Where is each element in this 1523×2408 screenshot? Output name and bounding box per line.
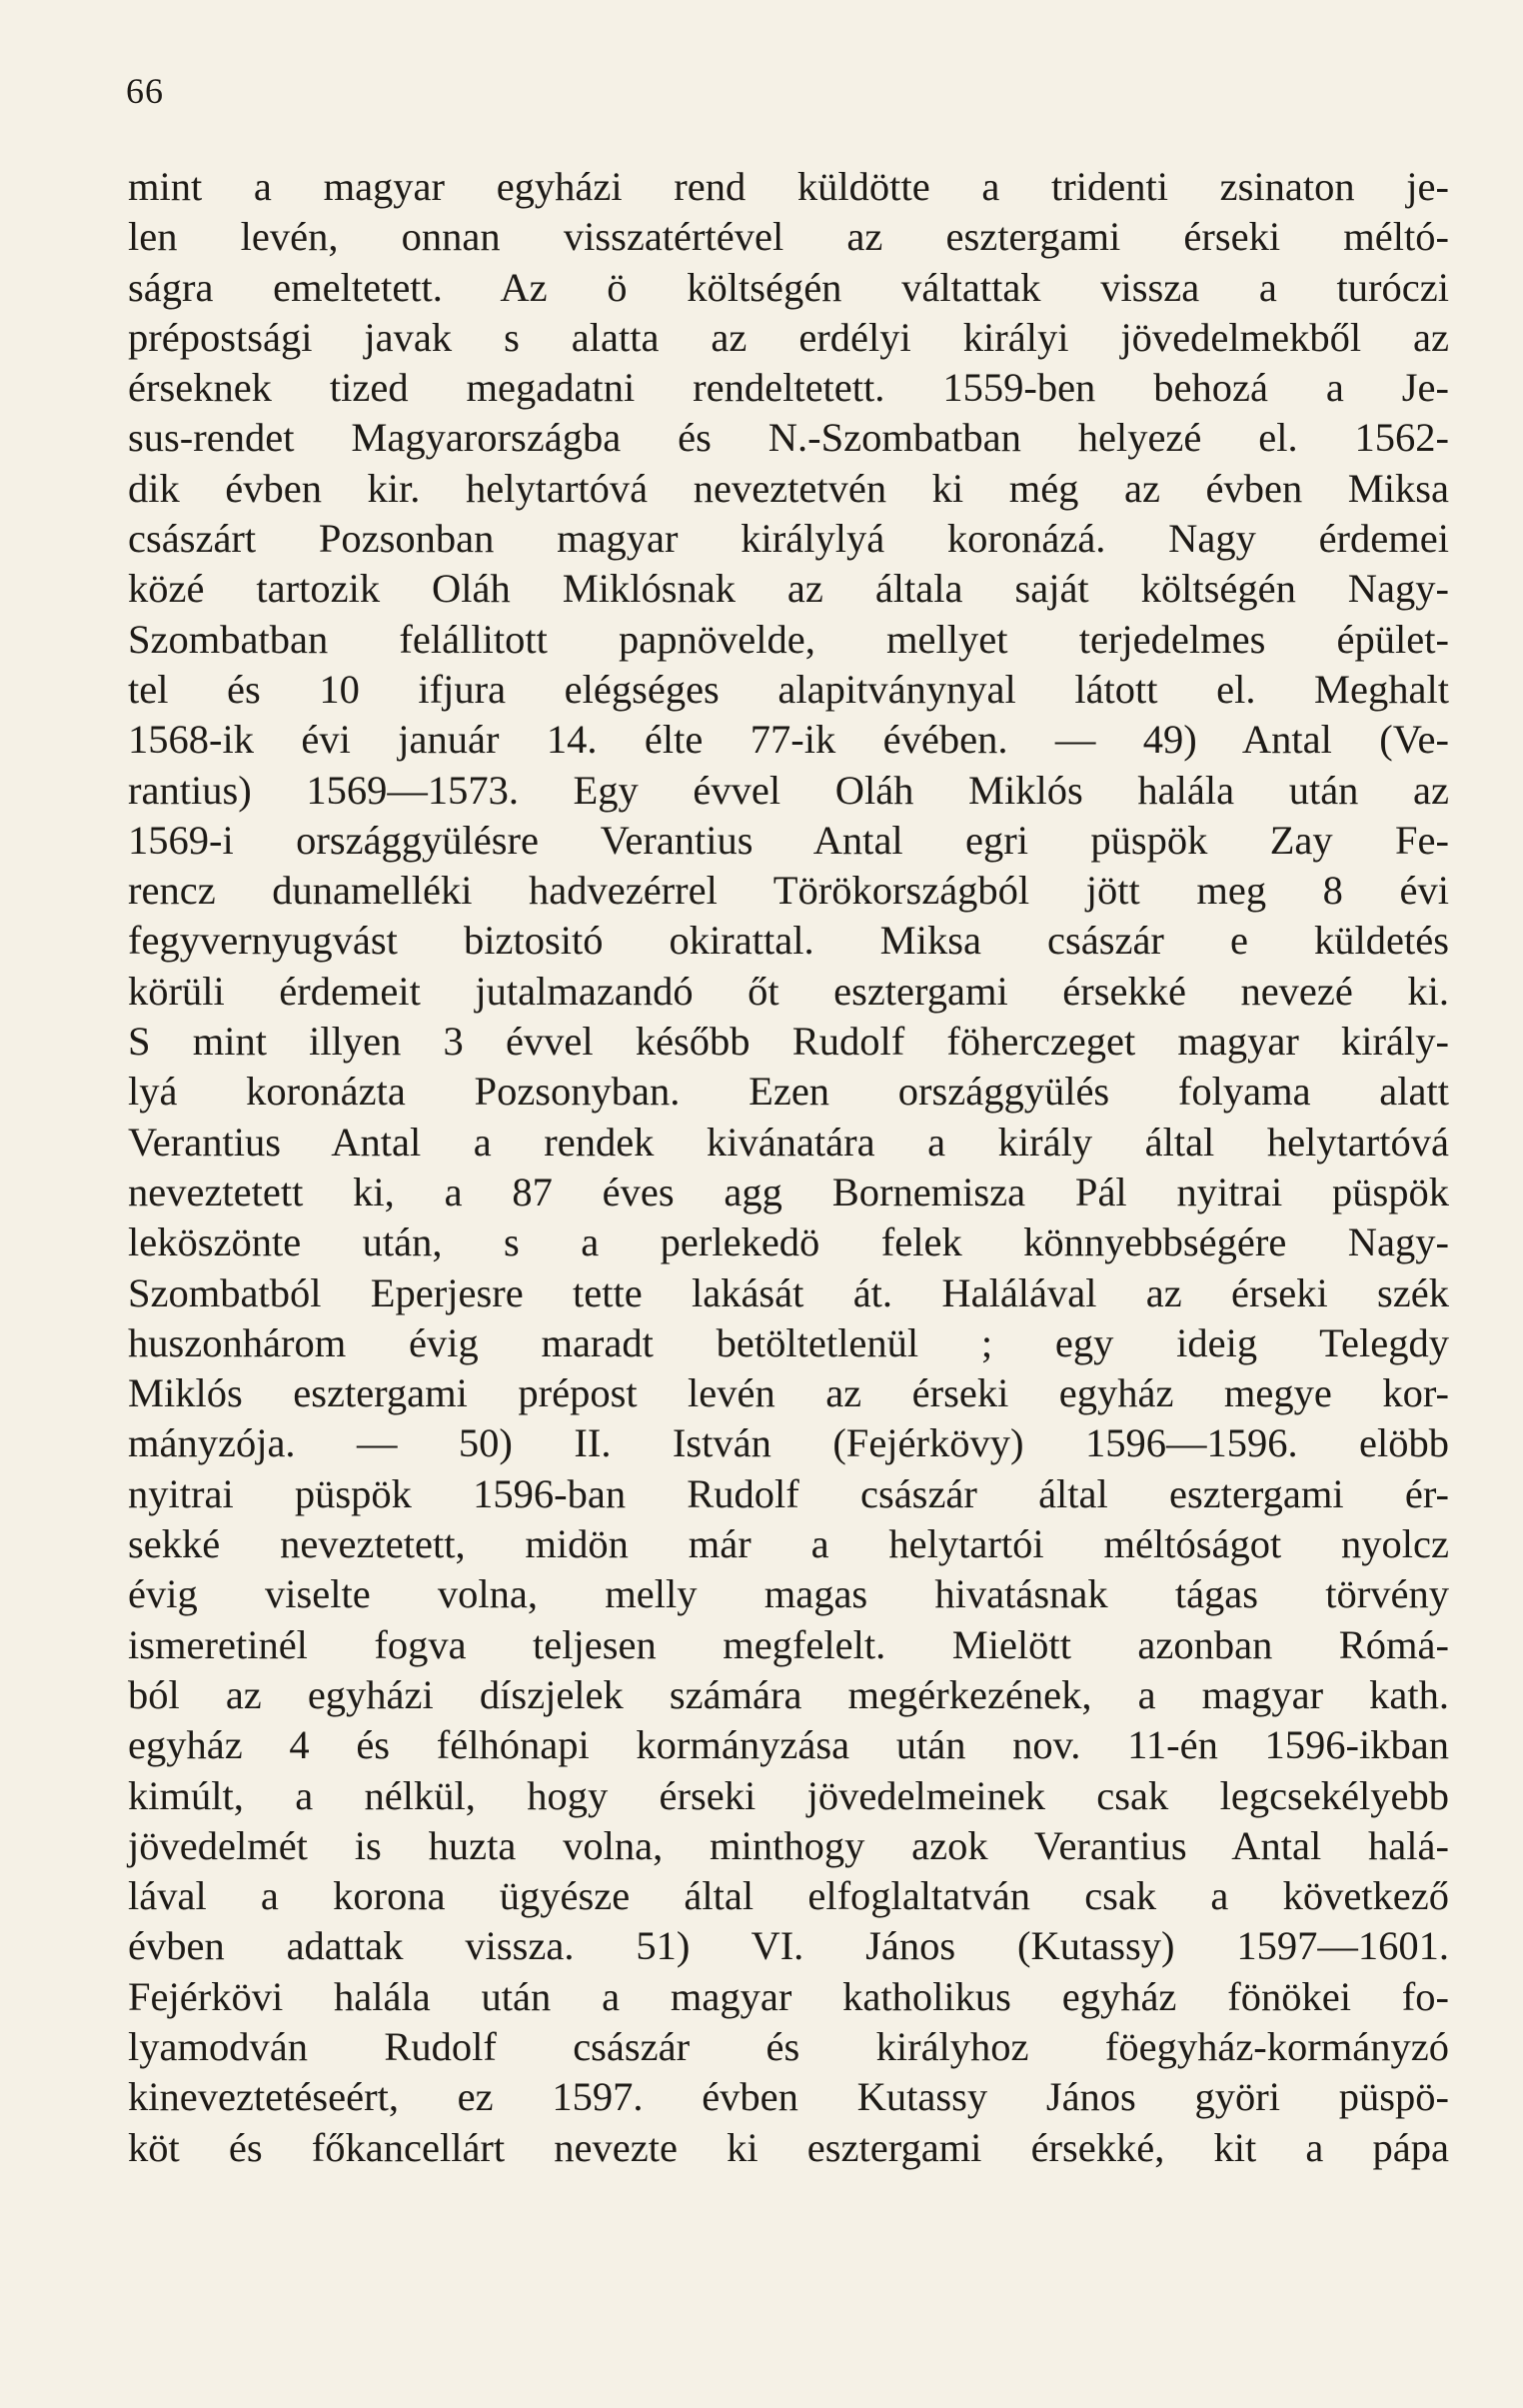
text-line: sekké neveztetett, midön már a helytartói méltóságot nyolcz (128, 1521, 1449, 1567)
text-line: ismeretinél fogva teljesen megfelelt. Mielött azonban Rómá- (128, 1621, 1449, 1667)
text-line: jövedelmét is huzta volna, minthogy azok Verantius Antal halá- (128, 1822, 1449, 1868)
text-line: nyitrai püspök 1596-ban Rudolf császár által esztergami ér- (128, 1470, 1449, 1516)
text-line: leköszönte után, s a perlekedö felek könnyebbségére Nagy- (128, 1219, 1449, 1265)
text-line: rantius) 1569—1573. Egy évvel Oláh Miklós halála után az (128, 767, 1449, 813)
text-line: köt és főkancellárt nevezte ki esztergami érsekké, kit a pápa (128, 2124, 1449, 2170)
text-line: 1569-i országgyülésre Verantius Antal egri püspök Zay Fe- (128, 817, 1449, 863)
text-line: huszonhárom évig maradt betöltetlenül ; egy ideig Telegdy (128, 1319, 1449, 1365)
text-line: ságra emeltetett. Az ö költségén váltattak vissza a turóczi (128, 264, 1449, 310)
text-line: kineveztetéseért, ez 1597. évben Kutassy János györi püspö- (128, 2074, 1449, 2120)
text-line: 1568-ik évi január 14. élte 77-ik évében. — 49) Antal (Ve- (128, 717, 1449, 763)
text-line: egyház 4 és félhónapi kormányzása után nov. 11-én 1596-ikban (128, 1722, 1449, 1768)
text-line: Miklós esztergami prépost levén az érseki egyház megye kor- (128, 1370, 1449, 1416)
text-line: mányzója. — 50) II. István (Fejérkövy) 1596—1596. elöbb (128, 1420, 1449, 1466)
text-line: körüli érdemeit jutalmazandó őt esztergami érsekké nevezé ki. (128, 968, 1449, 1014)
text-line: fegyvernyugvást biztositó okirattal. Miksa császár e küldetés (128, 918, 1449, 964)
text-line: len levén, onnan visszatértével az esztergami érseki méltó- (128, 214, 1449, 260)
text-line: Verantius Antal a rendek kivánatára a király által helytartóvá (128, 1119, 1449, 1165)
text-line: Szombatban felállitott papnövelde, mellyet terjedelmes épület- (128, 616, 1449, 662)
text-line: évben adattak vissza. 51) VI. János (Kutassy) 1597—1601. (128, 1923, 1449, 1969)
page-number: 66 (126, 71, 164, 111)
text-line: lyá koronázta Pozsonyban. Ezen országgyülés folyama alatt (128, 1069, 1449, 1115)
text-line: kimúlt, a nélkül, hogy érseki jövedelmeinek csak legcsekélyebb (128, 1772, 1449, 1818)
text-line: ból az egyházi díszjelek számára megérkezének, a magyar kath. (128, 1671, 1449, 1717)
text-line: mint a magyar egyházi rend küldötte a tridenti zsinaton je- (128, 164, 1449, 209)
text-line: rencz dunamelléki hadvezérrel Törökországból jött meg 8 évi (128, 868, 1449, 914)
text-line: császárt Pozsonban magyar királylyá koronázá. Nagy érdemei (128, 516, 1449, 562)
text-line: sus-rendet Magyarországba és N.-Szombatban helyezé el. 1562- (128, 415, 1449, 461)
text-line: lyamodván Rudolf császár és királyhoz föegyház-kormányzó (128, 2023, 1449, 2069)
body-text (128, 162, 1449, 2173)
text-line: prépostsági javak s alatta az erdélyi királyi jövedelmekből az (128, 314, 1449, 360)
text-line: érseknek tized megadatni rendeltetett. 1559-ben behozá a Je- (128, 365, 1449, 411)
text-line: közé tartozik Oláh Miklósnak az általa saját költségén Nagy- (128, 566, 1449, 612)
text-line: dik évben kir. helytartóvá neveztetvén ki még az évben Miksa (128, 465, 1449, 511)
text-line: évig viselte volna, melly magas hivatásnak tágas törvény (128, 1571, 1449, 1617)
text-line: Szombatból Eperjesre tette lakását át. Halálával az érseki szék (128, 1269, 1449, 1315)
text-line: tel és 10 ifjura elégséges alapitványnyal látott el. Meghalt (128, 666, 1449, 712)
text-line: lával a korona ügyésze által elfoglaltatván csak a következő (128, 1873, 1449, 1919)
text-line: neveztetett ki, a 87 éves agg Bornemisza Pál nyitrai püspök (128, 1169, 1449, 1214)
text-line: S mint illyen 3 évvel később Rudolf föherczeget magyar király- (128, 1019, 1449, 1065)
text-line: Fejérkövi halála után a magyar katholikus egyház fönökei fo- (128, 1973, 1449, 2019)
